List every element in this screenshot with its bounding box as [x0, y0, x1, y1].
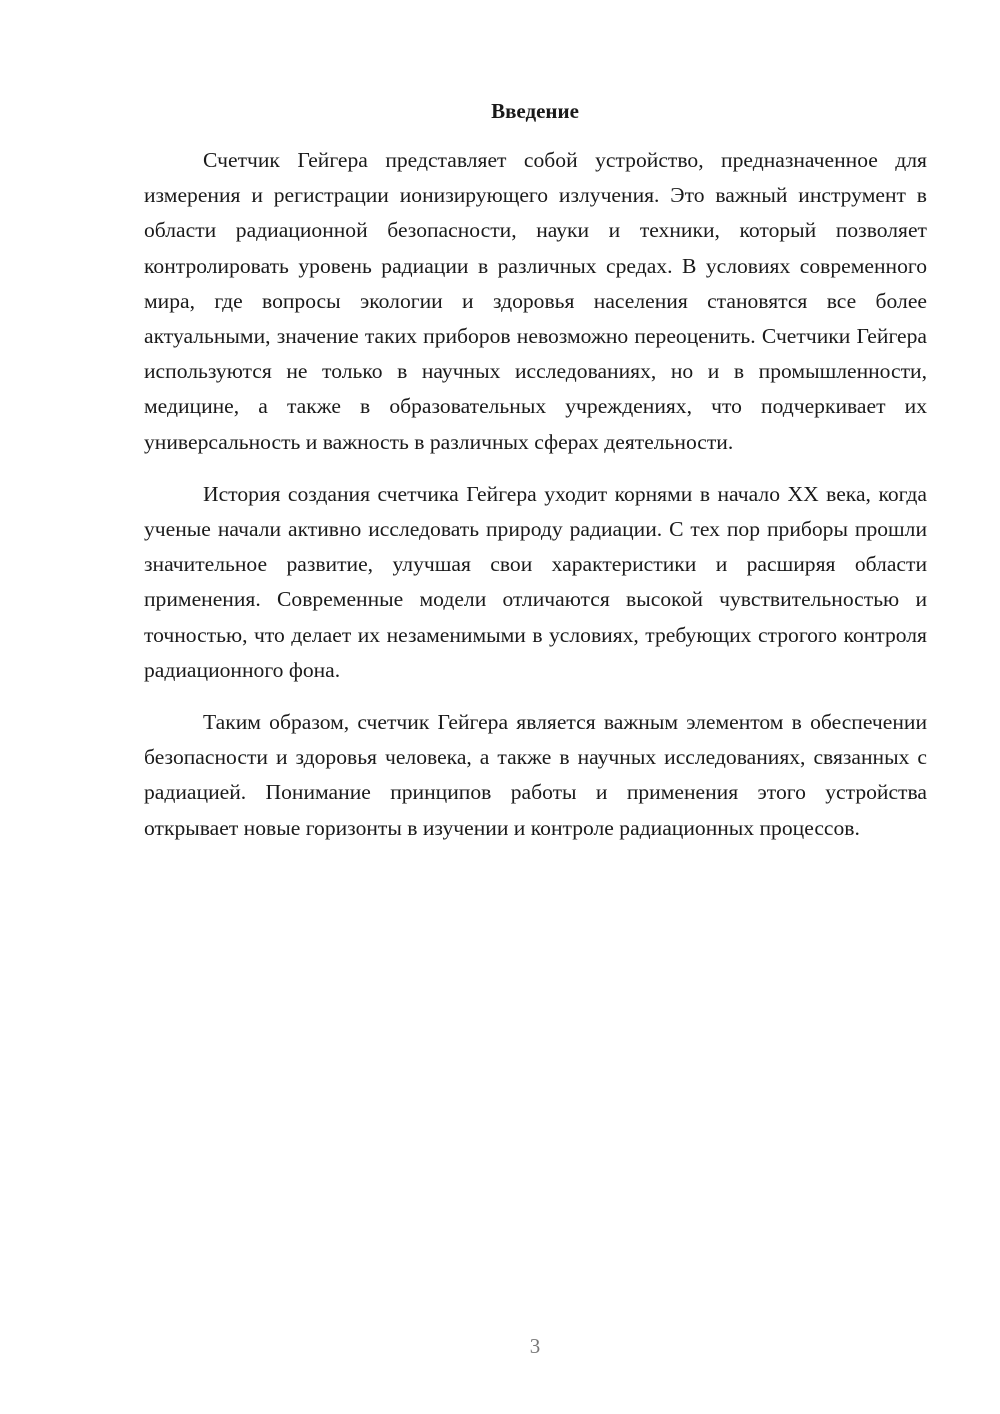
body-text	[144, 143, 927, 846]
paragraph-conclusion: Таким образом, счетчик Гейгера является важным элементом в обеспечении безопасности и здоровья человека, а также в научных исследованиях, связанных с радиацией. Понимание принципов работы и применения этого устройства открывает новые горизонты в изучении и контроле радиационных процессов.	[144, 710, 927, 840]
paragraph-history: История создания счетчика Гейгера уходит корнями в начало XX века, когда ученые начали активно исследовать природу радиации. С тех пор приборы прошли значительное развитие, улучшая свои характеристики и расширяя области применения. Современные модели отличаются высокой чувствительностью и точностью, что делает их незаменимыми в условиях, требующих строгого контроля радиационного фона.	[144, 481, 927, 682]
section-title: Введение	[491, 99, 579, 123]
page-number: 3	[529, 1334, 541, 1358]
paragraph-intro: Счетчик Гейгера представляет собой устройство, предназначенное для измерения и регистрации ионизирующего излучения. Это важный инструмент в области радиационной безопасности, науки и техники, который позволяет контролировать уровень радиации в различных средах. В условиях современного мира, где вопросы экологии и здоровья населения становятся все более актуальными, значение таких приборов невозможно переоценить. Счетчики Гейгера используются не только в научных исследованиях, но и в промышленности, медицине, а также в образовательных учреждениях, что подчеркивает их универсальность и важность в различных сферах деятельности.	[144, 148, 927, 454]
